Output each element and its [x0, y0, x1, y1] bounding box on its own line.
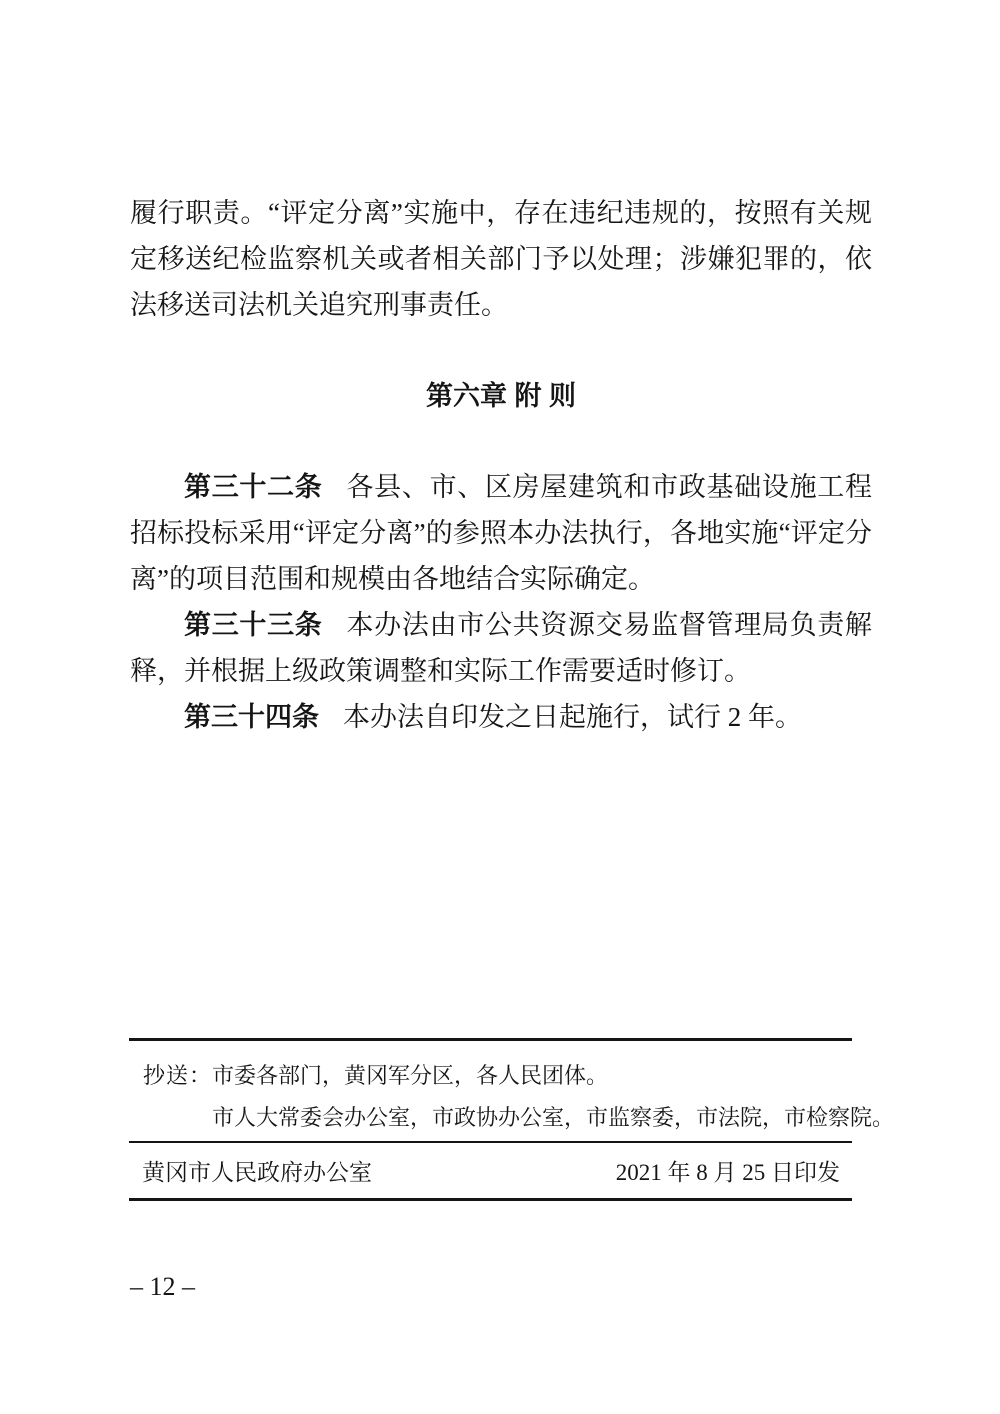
article-33: [130, 602, 872, 694]
article-33-number: 第三十三条: [184, 610, 323, 640]
copy-to-label: 抄送：: [143, 1063, 213, 1088]
copy-to-line-1: [143, 1055, 852, 1097]
print-date: 2021 年 8 月 25 日印发: [615, 1160, 840, 1185]
article-32-text: 各县、市、区房屋建筑和市政基础设施工程招标投标采用“评定分离”的参照本办法执行，各地实施“评定分离”的项目范围和规模由各地结合实际确定。: [130, 472, 873, 594]
article-34-text: 本办法自印发之日起施行，试行 2 年。: [343, 702, 802, 732]
article-34-number: 第三十四条: [184, 702, 319, 732]
article-33-text: 本办法由市公共资源交易监督管理局负责解释，并根据上级政策调整和实际工作需要适时修订。: [130, 610, 873, 686]
issue-section: [129, 1143, 852, 1201]
chapter-heading: 第六章 附 则: [425, 381, 576, 411]
document-body: [130, 190, 872, 740]
article-32-number: 第三十二条: [184, 472, 323, 502]
document-footer: [129, 1038, 895, 1201]
page-number: – 12 –: [130, 1272, 195, 1301]
copy-to-recipients-1: 市委各部门，黄冈军分区，各人民团体。: [212, 1063, 609, 1088]
article-32: [130, 464, 872, 602]
intro-paragraph: 履行职责。“评定分离”实施中，存在违纪违规的，按照有关规定移送纪检监察机关或者相关部门予以处理；涉嫌犯罪的，依法移送司法机关追究刑事责任。: [130, 198, 872, 320]
issuing-office: 黄冈市人民政府办公室: [142, 1160, 372, 1185]
article-34: [130, 694, 872, 740]
copy-to-line-2: 市人大常委会办公室，市政协办公室，市监察委，市法院，市检察院。: [212, 1105, 895, 1130]
copy-to-section: [129, 1038, 895, 1143]
